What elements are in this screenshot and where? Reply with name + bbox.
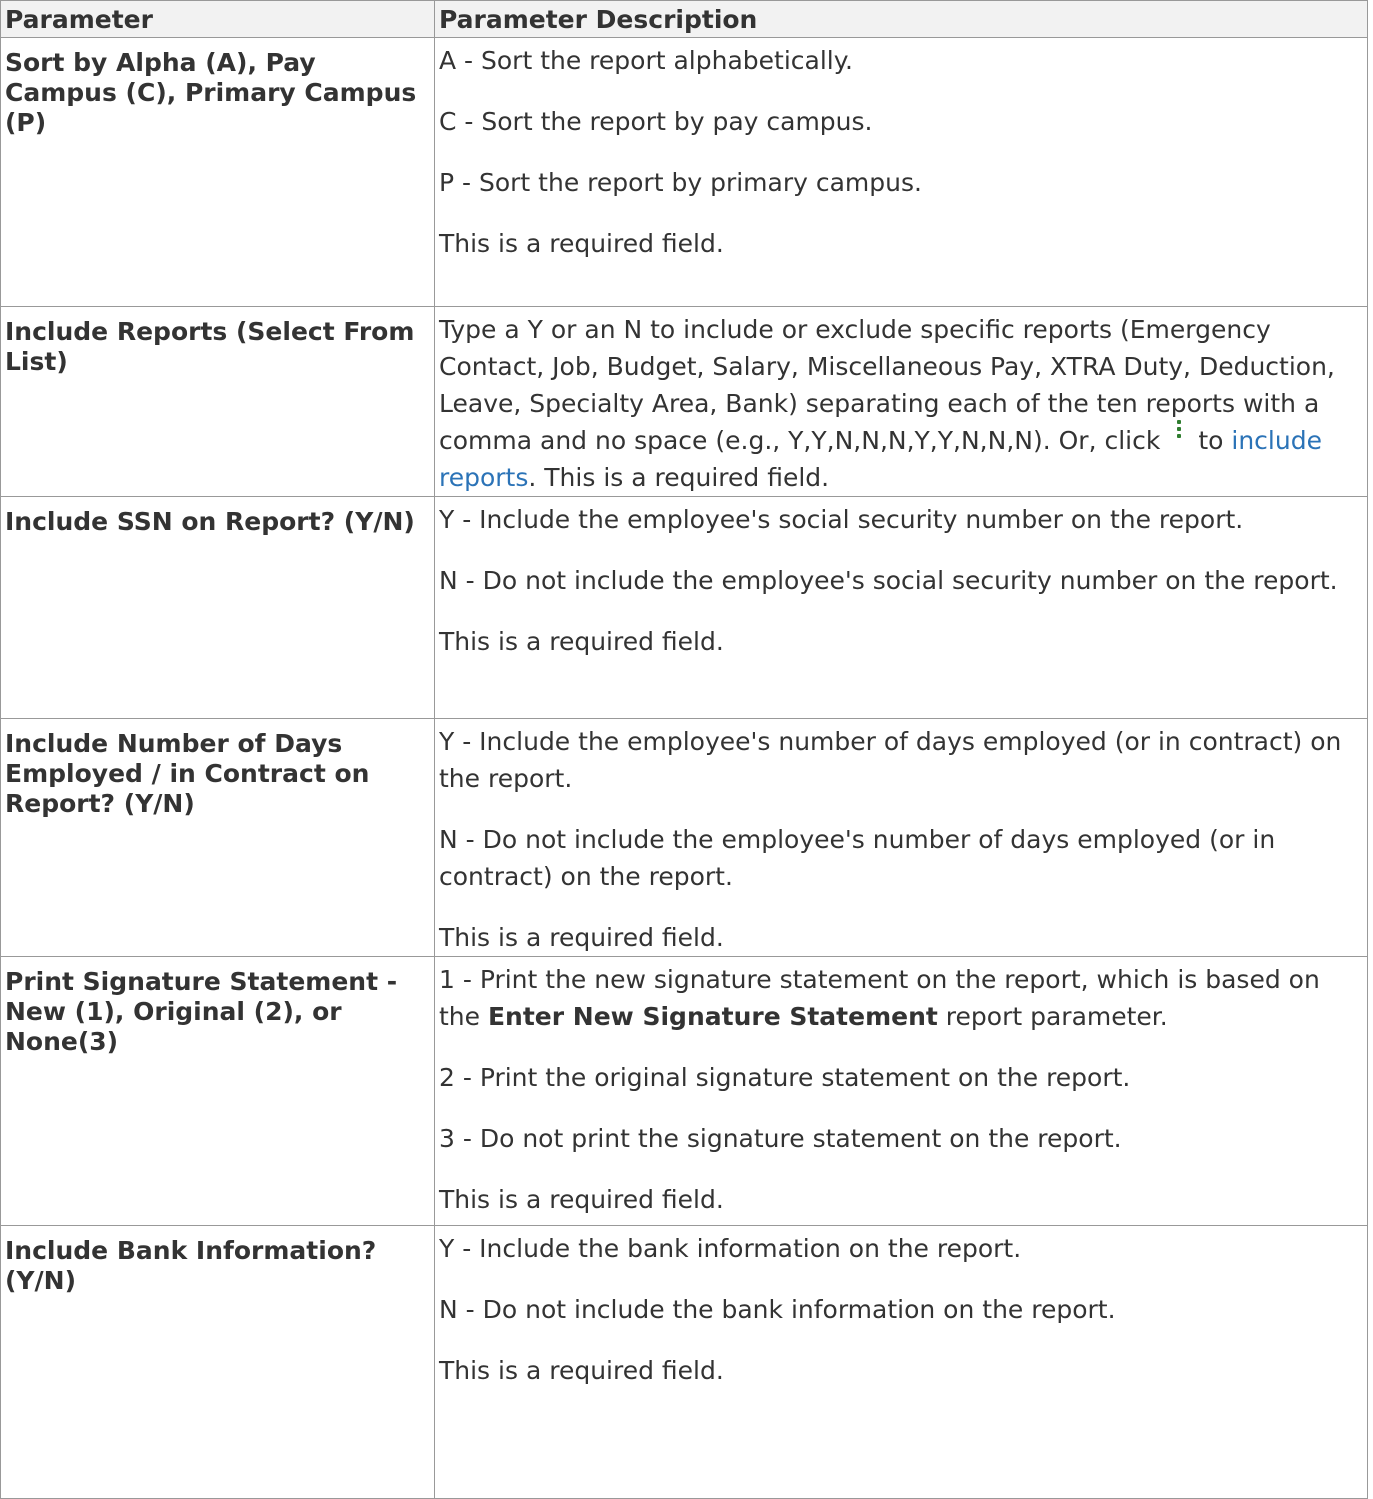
table-header-row <box>1 1 1368 38</box>
table-row <box>1 497 1368 719</box>
description-line: This is a required field. <box>439 229 724 258</box>
parameter-reference: Enter New Signature Statement <box>487 1002 938 1031</box>
description-text: 1 - Print the new signature statement on the report, which is based on the <box>439 965 1320 1031</box>
parameter-description <box>435 38 1368 307</box>
description-line: N - Do not include the employee's social security number on the report. <box>439 566 1338 595</box>
description-line: This is a required field. <box>439 627 724 656</box>
description-line <box>439 311 1367 496</box>
description-text: to <box>1198 426 1224 455</box>
description-line: This is a required field. <box>439 1356 724 1385</box>
table-row <box>1 957 1368 1226</box>
description-line: N - Do not include the bank information on the report. <box>439 1295 1116 1324</box>
parameter-description <box>435 1226 1368 1499</box>
column-header-parameter: Parameter <box>1 1 435 38</box>
parameter-name: Include Bank Information? (Y/N) <box>1 1226 435 1499</box>
description-line: 3 - Do not print the signature statement on the report. <box>439 1124 1122 1153</box>
table-row <box>1 1226 1368 1499</box>
parameter-name: Sort by Alpha (A), Pay Campus (C), Primary Campus (P) <box>1 38 435 307</box>
kebab-icon[interactable] <box>1174 420 1184 442</box>
description-text: . This is a required field. <box>528 463 830 492</box>
description-line: A - Sort the report alphabetically. <box>439 46 853 75</box>
description-line: P - Sort the report by primary campus. <box>439 168 922 197</box>
description-line <box>439 961 1367 1035</box>
description-text: report parameter. <box>945 1002 1168 1031</box>
description-line: This is a required field. <box>439 1185 724 1214</box>
parameter-description <box>435 307 1368 497</box>
description-line: This is a required field. <box>439 923 724 952</box>
description-line: 2 - Print the original signature statement on the report. <box>439 1063 1131 1092</box>
description-line: Y - Include the employee's social security number on the report. <box>439 505 1244 534</box>
parameter-name: Include SSN on Report? (Y/N) <box>1 497 435 719</box>
table-row <box>1 38 1368 307</box>
description-text: Type a Y or an N to include or exclude specific reports (Emergency Contact, Job, Budget, Salary, Miscellaneous Pay, XTRA Duty, Deduction, Leave, Specialty Area, Bank) separating each of the ten reports with a comma and no space (e.g., Y,Y,N,N,N,Y,Y,N,N,N). Or, click <box>439 315 1335 455</box>
parameter-description <box>435 497 1368 719</box>
description-line: Y - Include the employee's number of days employed (or in contract) on the report. <box>439 727 1342 793</box>
description-line: C - Sort the report by pay campus. <box>439 107 873 136</box>
parameter-name: Print Signature Statement - New (1), Original (2), or None(3) <box>1 957 435 1226</box>
include-reports-link[interactable]: include reports <box>439 426 1322 492</box>
parameter-name: Include Reports (Select From List) <box>1 307 435 497</box>
table-row <box>1 307 1368 497</box>
parameter-name: Include Number of Days Employed / in Contract on Report? (Y/N) <box>1 719 435 957</box>
description-line: N - Do not include the employee's number of days employed (or in contract) on the report. <box>439 825 1276 891</box>
column-header-description: Parameter Description <box>435 1 1368 38</box>
parameter-description <box>435 957 1368 1226</box>
parameter-description <box>435 719 1368 957</box>
description-line: Y - Include the bank information on the report. <box>439 1234 1022 1263</box>
table-row <box>1 719 1368 957</box>
